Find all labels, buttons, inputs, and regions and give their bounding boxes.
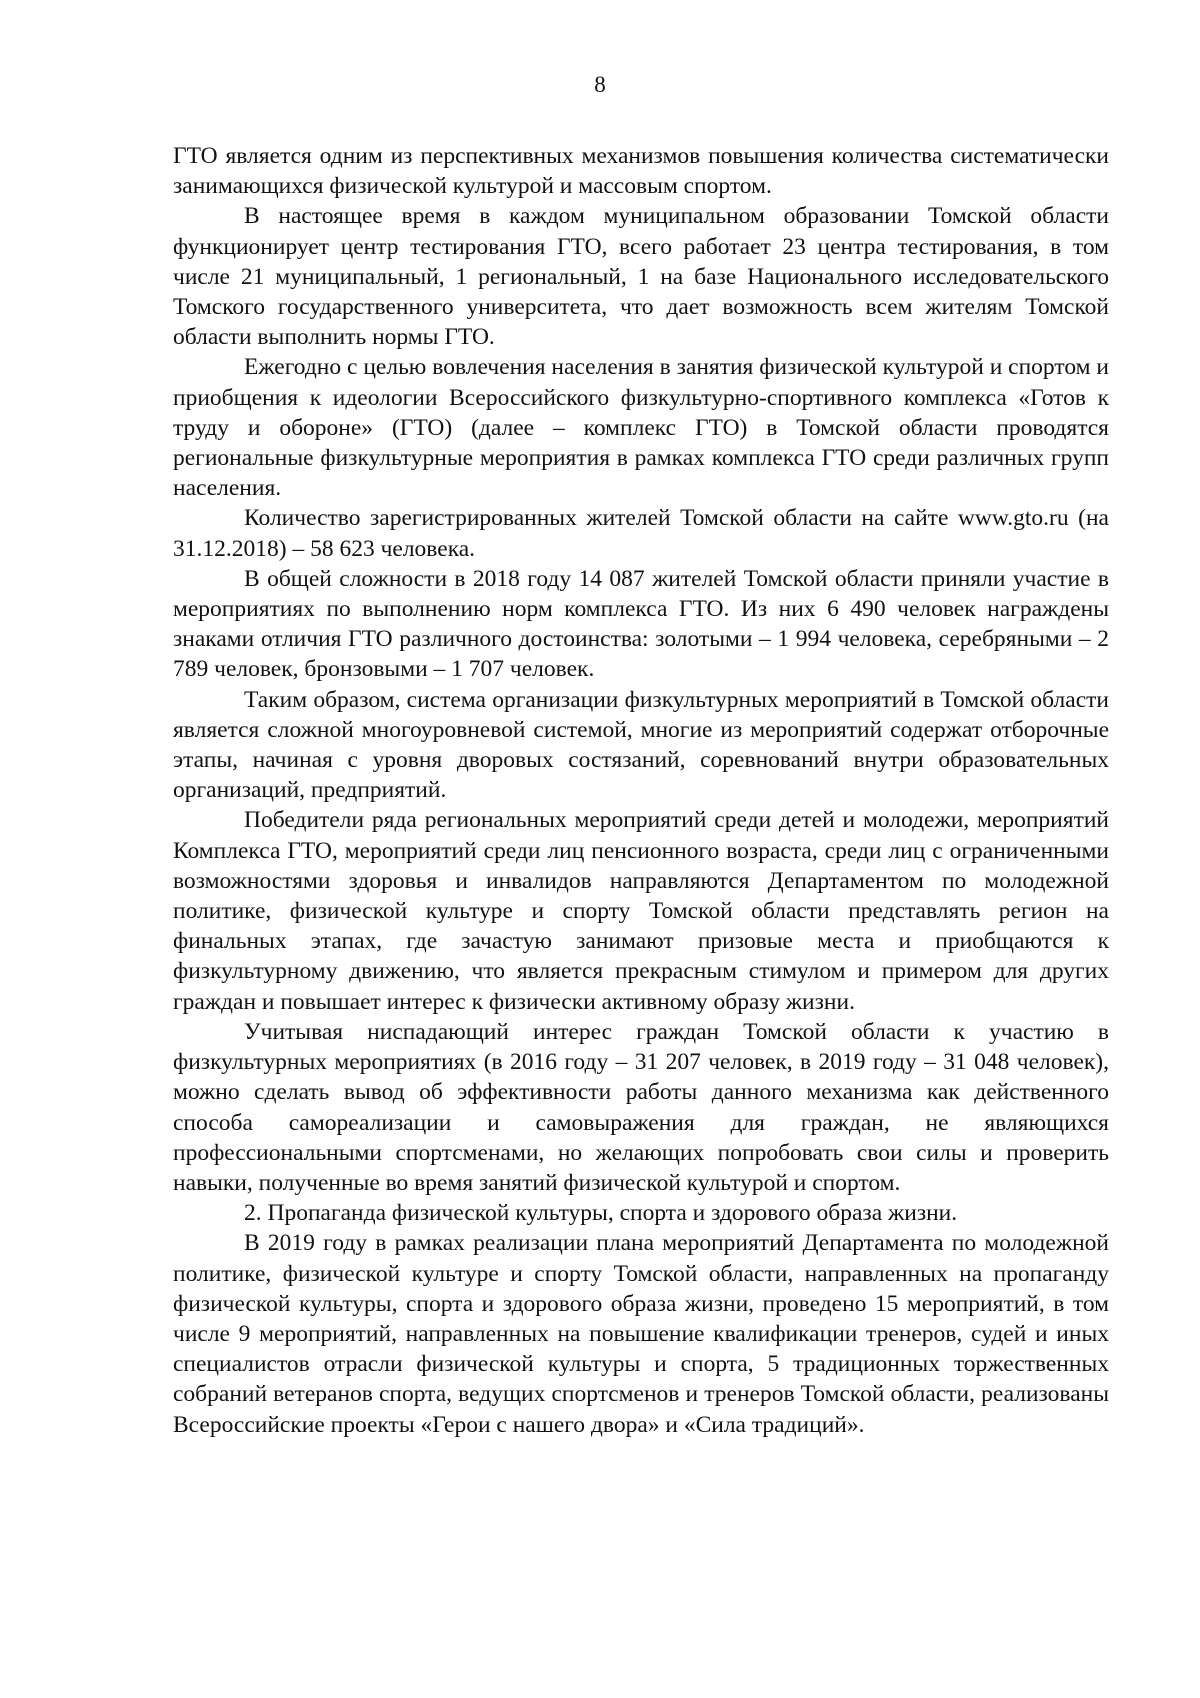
- paragraph-gto-perspective: ГТО является одним из перспективных механизмов повышения количества систематически занимающихся физической культурой и массовым спортом.: [173, 143, 1109, 200]
- paragraph-winners: Победители ряда региональных мероприятий среди детей и молодежи, мероприятий Комплекса ГТО, мероприятий среди лиц пенсионного возраста, среди лиц с ограниченными возможностями здоровья и инвалидов направляются Департаментом по молодежной политике, физической культуре и спорту Томской области представлять регион на финальных этапах, где зачастую занимают призовые места и приобщаются к физкультурному движению, что является прекрасным стимулом и примером для других граждан и повышает интерес к физически активному образу жизни.: [173, 807, 1109, 1015]
- paragraph-registered-residents: Количество зарегистрированных жителей Томской области на сайте www.gto.ru (на 31.12.2018) – 58 623 человека.: [173, 505, 1109, 562]
- paragraph-testing-centers: В настоящее время в каждом муниципальном образовании Томской области функционирует центр тестирования ГТО, всего работает 23 центра тестирования, в том числе 21 муниципальный, 1 региональный, 1 на базе Национального исследовательского Томского государственного университета, что дает возможность всем жителям Томской области выполнить нормы ГТО.: [173, 203, 1109, 351]
- section-heading-propaganda: 2. Пропаганда физической культуры, спорта и здорового образа жизни.: [244, 1200, 958, 1227]
- paragraph-participants-2018: В общей сложности в 2018 году 14 087 жителей Томской области приняли участие в мероприятиях по выполнению норм комплекса ГТО. Из них 6 490 человек награждены знаками отличия ГТО различного достоинства: золотыми – 1 994 человека, серебряными – 2 789 человек, бронзовыми – 1 707 человек.: [173, 565, 1109, 683]
- paragraph-multilevel-system: Таким образом, система организации физкультурных мероприятий в Томской области является сложной многоуровневой системой, многие из мероприятий содержат отборочные этапы, начиная с уровня дворовых состязаний, соревнований внутри образовательных организаций, предприятий.: [173, 686, 1109, 804]
- paragraph-declining-interest: Учитывая ниспадающий интерес граждан Томской области к участию в физкультурных мероприятиях (в 2016 году – 31 207 человек, в 2019 году – 31 048 человек), можно сделать вывод об эффективности работы данного механизма как действенного способа самореализации и самовыражения для граждан, не являющихся профессиональными спортсменами, но желающих попробовать свои силы и проверить навыки, полученные во время занятий физической культурой и спортом.: [173, 1018, 1109, 1196]
- paragraph-regional-events: Ежегодно с целью вовлечения населения в занятия физической культурой и спортом и приобщения к идеологии Всероссийского физкультурно-спортивного комплекса «Готов к труду и обороне» (ГТО) (далее – комплекс ГТО) в Томской области проводятся региональные физкультурные мероприятия в рамках комплекса ГТО среди различных групп населения.: [173, 354, 1109, 502]
- paragraph-events-2019: В 2019 году в рамках реализации плана мероприятий Департамента по молодежной политике, физической культуре и спорту Томской области, направленных на пропаганду физической культуры, спорта и здорового образа жизни, проведено 15 мероприятий, в том числе 9 мероприятий, направленных на повышение квалификации тренеров, судей и иных специалистов отрасли физической культуры и спорта, 5 традиционных торжественных собраний ветеранов спорта, ведущих спортсменов и тренеров Томской области, реализованы Всероссийские проекты «Герои с нашего двора» и «Сила традиций».: [173, 1230, 1109, 1438]
- page-number: 8: [594, 72, 606, 97]
- document-body: [173, 141, 1109, 1440]
